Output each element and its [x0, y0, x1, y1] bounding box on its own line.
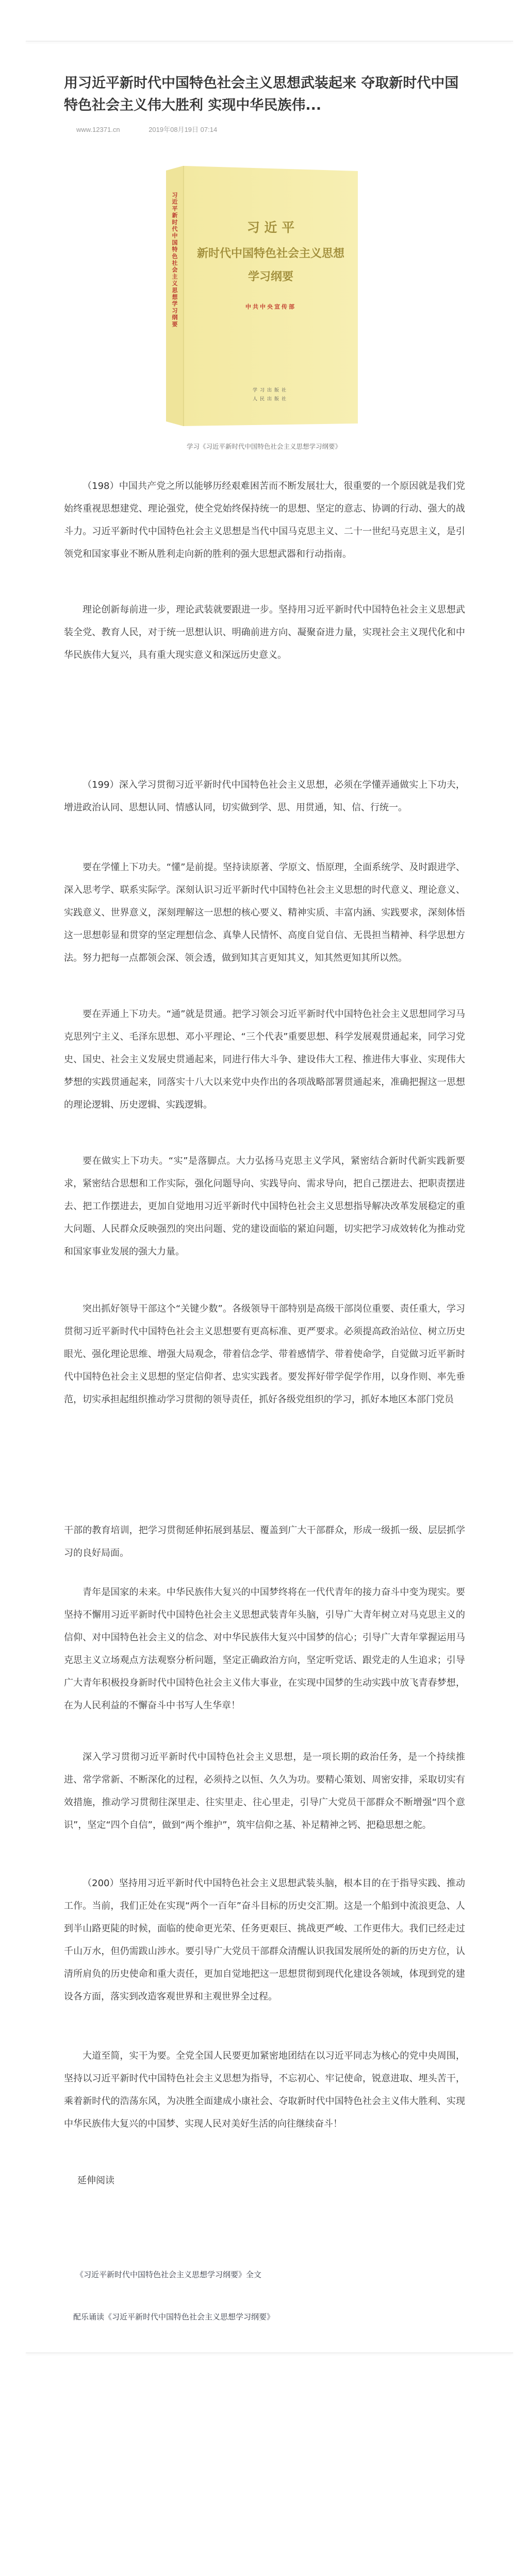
cover-title-line1: 新时代中国特色社会主义思想	[196, 247, 345, 260]
link-full-text[interactable]: 《习近平新时代中国特色社会主义思想学习纲要》全文	[76, 2270, 262, 2279]
spine-char: 纲	[172, 314, 178, 321]
cover-publisher1: 学习出版社	[252, 388, 289, 393]
article-source: www.12371.cn	[76, 126, 120, 133]
link-recital[interactable]: 配乐诵读《习近平新时代中国特色社会主义思想学习纲要》	[73, 2312, 275, 2321]
top-divider	[26, 41, 513, 42]
spine-char: 时	[172, 218, 178, 226]
spine-char: 平	[172, 205, 178, 212]
book-cover-image	[166, 166, 362, 426]
cover-publisher2: 人民出版社	[252, 397, 289, 402]
spine-char: 要	[172, 320, 178, 328]
spine-char: 主	[172, 273, 178, 280]
spine-char: 习	[172, 307, 178, 314]
spine-char: 义	[172, 280, 178, 287]
spine-char: 近	[172, 198, 178, 206]
figure-caption: 学习《习近平新时代中国特色社会主义思想学习纲要》	[186, 443, 341, 450]
cover-title-line2: 学习纲要	[248, 270, 294, 283]
paragraph-xuedong: 要在学懂上下功夫。“懂”是前提。坚持读原著、学原文、悟原理，全面系统学、及时跟进学、深入思考学、联系实际学。深刻认识习近平新时代中国特色社会主义思想的时代意义、理论意义、实践意义、世界意义，深刻理解这一思想的核心要义、精神实质、丰富内涵、实践要求，深刻体悟这一思想彰显和贯穿的坚定理想信念、真挚人民情怀、高度自觉自信、无畏担当精神、科学思想方法。努力把每一点都领会深、领会透，做到知其言更知其义，知其然更知其所以然。	[64, 862, 465, 963]
spine-char: 新	[172, 212, 178, 219]
spine-char: 社	[172, 260, 178, 266]
article-date: 2019年08月19日 07:14	[148, 126, 218, 133]
paragraph-youth: 青年是国家的未来。中华民族伟大复兴的中国梦终将在一代代青年的接力奋斗中变为现实。要坚持不懈用习近平新时代中国特色社会主义思想武装青年头脑，引导广大青年树立对马克思主义的信仰、对中国特色社会主义的信念、对中华民族伟大复兴中国梦的信心；引导广大青年掌握运用马克思主义立场观点方法观察分析问题，坚定正确政治方向，坚定听党话、跟党走的人生追求；引导广大青年积极投身新时代中国特色社会主义伟大事业，在实现中国梦的生动实践中放飞青春梦想，在为人民利益的不懈奋斗中书写人生华章！	[64, 1587, 465, 1711]
article-meta	[76, 124, 217, 134]
spine-char: 国	[172, 239, 178, 246]
paragraph-key-minority-cont: 干部的教育培训，把学习贯彻延伸拓展到基层、覆盖到广大干部群众，形成一级抓一级、层层抓学习的良好局面。	[64, 1525, 465, 1558]
book-cover-illustration	[166, 166, 362, 426]
bottom-divider	[26, 2352, 513, 2353]
cover-issuer: 中共中央宣传部	[245, 303, 296, 310]
paragraph-conclusion: 大道至简，实干为要。全党全国人民要更加紧密地团结在以习近平同志为核心的党中央周围，坚持以习近平新时代中国特色社会主义思想为指导，不忘初心、牢记使命，锐意进取、埋头苦干，乘着新时代的浩荡东风，为决胜全面建成小康社会、夺取新时代中国特色社会主义伟大胜利、实现中华民族伟大复兴的中国梦、实现人民对美好生活的向往继续奋斗！	[64, 2050, 465, 2129]
spine-char: 色	[172, 252, 178, 260]
book-front	[184, 166, 358, 426]
paragraph-199: （199）深入学习贯彻习近平新时代中国特色社会主义思想，必须在学懂弄通做实上下功夫，增进政治认同、思想认同、情感认同，切实做到学、思、用贯通，知、信、行统一。	[64, 779, 465, 813]
cover-author: 习 近 平	[246, 220, 295, 235]
paragraph-198: （198）中国共产党之所以能够历经艰难困苦而不断发展壮大，很重要的一个原因就是我们党始终重视思想建党、理论强党，使全党始终保持统一的思想、坚定的意志、协调的行动、强大的战斗力。习近平新时代中国特色社会主义思想是当代中国马克思主义、二十一世纪马克思主义，是引领党和国家事业不断从胜利走向新的胜利的强大思想武器和行动指南。	[64, 481, 465, 560]
spine-text	[172, 192, 178, 328]
spine-char: 中	[172, 232, 178, 240]
spine-char: 代	[172, 226, 178, 232]
spine-char: 特	[172, 246, 178, 253]
spine-char: 想	[172, 294, 178, 300]
spine-char: 习	[172, 192, 178, 198]
paragraph-theory: 理论创新每前进一步，理论武装就要跟进一步。坚持用习近平新时代中国特色社会主义思想武装全党、教育人民，对于统一思想认识、明确前进方向、凝聚奋进力量，实现社会主义现代化和中华民族伟大复兴，具有重大现实意义和深远历史意义。	[64, 604, 465, 660]
extended-reading-label: 延伸阅读	[77, 2175, 114, 2186]
paragraph-key-minority: 突出抓好领导干部这个“关键少数”。各级领导干部特别是高级干部岗位重要、责任重大，学习贯彻习近平新时代中国特色社会主义思想要有更高标准、更严要求。必须提高政治站位、树立历史眼光、强化理论思维、增强大局观念，带着信念学、带着感情学、带着使命学，自觉做习近平新时代中国特色社会主义思想的坚定信仰者、忠实实践者。要发挥好带学促学作用，以身作则、率先垂范，切实承担起组织推动学习贯彻的领导责任，抓好各级党组织的学习，抓好本地区本部门党员	[64, 1303, 465, 1405]
paragraph-200: （200）坚持用习近平新时代中国特色社会主义思想武装头脑，根本目的在于指导实践、推动工作。当前，我们正处在实现“两个一百年”奋斗目标的历史交汇期。这是一个船到中流浪更急、人到半山路更陡的时候，面临的使命更光荣、任务更艰巨、挑战更严峻、工作更伟大。我们已经走过千山万水，但仍需跋山涉水。要引导广大党员干部群众清醒认识我国发展所处的新的历史方位，认清所肩负的历史使命和重大责任，更加自觉地把这一思想贯彻到现代化建设各领域，体现到党的建设各方面，落实到改造客观世界和主观世界全过程。	[64, 1878, 465, 2002]
spine-char: 学	[172, 300, 178, 308]
article-title: 用习近平新时代中国特色社会主义思想武装起来 夺取新时代中国特色社会主义伟大胜利 实现中华民族伟...	[64, 75, 459, 113]
paragraph-long-term: 深入学习贯彻习近平新时代中国特色社会主义思想，是一项长期的政治任务，是一个持续推进、常学常新、不断深化的过程，必须持之以恒、久久为功。要精心策划、周密安排，采取切实有效措施，推动学习贯彻往深里走、往实里走、往心里走，引导广大党员干部群众不断增强“四个意识”，坚定“四个自信”，做到“两个维护”，筑牢信仰之基、补足精神之钙、把稳思想之舵。	[64, 1752, 465, 1831]
spine-char: 思	[172, 286, 178, 294]
paragraph-zuoshi: 要在做实上下功夫。“实”是落脚点。大力弘扬马克思主义学风，紧密结合新时代新实践新要求，紧密结合思想和工作实际，强化问题导向、实践导向、需求导向，把自己摆进去、把职责摆进去、把工作摆进去，更加自觉地用习近平新时代中国特色社会主义思想指导解决改革发展稳定的重大问题、人民群众反映强烈的突出问题、党的建设面临的紧迫问题，切实把学习成效转化为推动党和国家事业发展的强大力量。	[64, 1156, 465, 1257]
spine-char: 会	[172, 266, 178, 274]
paragraph-nongtong: 要在弄通上下功夫。“通”就是贯通。把学习领会习近平新时代中国特色社会主义思想同学习马克思列宁主义、毛泽东思想、邓小平理论、“三个代表”重要思想、科学发展观贯通起来，同学习党史、国史、社会主义发展史贯通起来，同进行伟大斗争、建设伟大工程、推进伟大事业、实现伟大梦想的实践贯通起来，同落实十八大以来党中央作出的各项战略部署贯通起来，准确把握这一思想的理论逻辑、历史逻辑、实践逻辑。	[64, 1009, 465, 1110]
